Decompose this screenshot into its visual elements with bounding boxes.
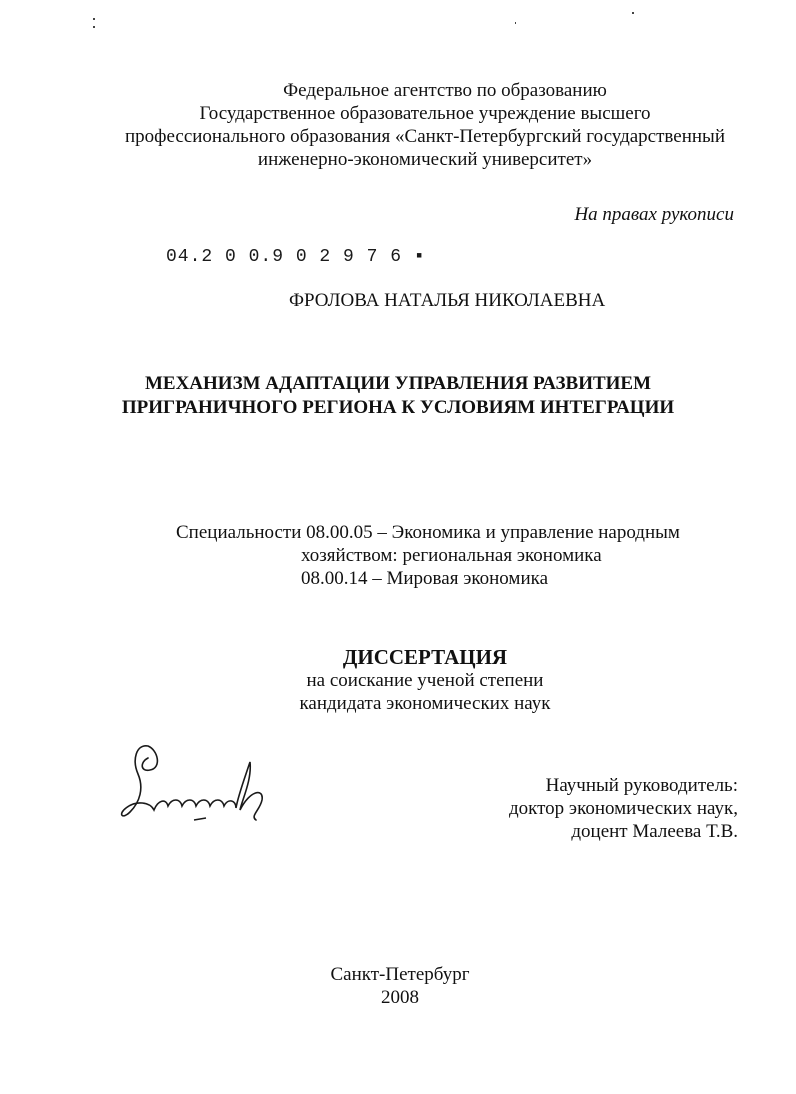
specialties xyxy=(176,521,680,590)
city: Санкт-Петербург xyxy=(330,964,470,985)
scan-speck xyxy=(93,18,95,20)
supervisor-line-1: Научный руководитель: xyxy=(545,775,738,796)
place-and-year xyxy=(300,963,500,1009)
registry-stamp xyxy=(166,247,426,267)
scan-speck xyxy=(93,26,95,28)
year: 2008 xyxy=(381,987,419,1008)
scan-speck xyxy=(632,12,634,14)
supervisor-block xyxy=(509,774,738,843)
org-line-4: инженерно-экономический университет» xyxy=(257,149,593,170)
title-line-2: ПРИГРАНИЧНОГО РЕГИОНА К УСЛОВИЯМ ИНТЕГРАЦИИ xyxy=(121,397,675,418)
scan-speck xyxy=(515,22,516,24)
specialty-line-2: хозяйством: региональная экономика xyxy=(301,545,602,566)
supervisor-line-2: доктор экономических наук, xyxy=(508,798,738,819)
org-line-2: Государственное образовательное учреждение высшего xyxy=(199,103,651,124)
work-type xyxy=(230,646,620,715)
signature-icon xyxy=(110,740,280,830)
work-type-line-1: на соискание ученой степени xyxy=(306,670,544,691)
title-line-1: МЕХАНИЗМ АДАПТАЦИИ УПРАВЛЕНИЯ РАЗВИТИЕМ xyxy=(144,373,652,394)
specialty-line-1: Специальности 08.00.05 – Экономика и управление народным xyxy=(176,522,680,543)
dissertation-title xyxy=(120,372,676,420)
registry-number: 04.2 0 0.9 0 2 9 7 6 xyxy=(166,247,403,267)
org-line-3: профессионального образования «Санкт-Петербургский государственный xyxy=(125,126,725,147)
supervisor-line-3: доцент Малеева Т.В. xyxy=(571,821,738,842)
work-type-line-2: кандидата экономических наук xyxy=(299,693,551,714)
rights-note: На правах рукописи xyxy=(574,204,734,225)
org-line-1: Федеральное агентство по образованию xyxy=(283,80,607,101)
specialty-line-3: 08.00.14 – Мировая экономика xyxy=(301,568,548,589)
author-name: ФРОЛОВА НАТАЛЬЯ НИКОЛАЕВНА xyxy=(289,290,606,311)
work-type-heading: ДИССЕРТАЦИЯ xyxy=(342,645,508,669)
registry-dot-icon: ▪ xyxy=(402,247,426,267)
organization-header xyxy=(120,79,730,171)
